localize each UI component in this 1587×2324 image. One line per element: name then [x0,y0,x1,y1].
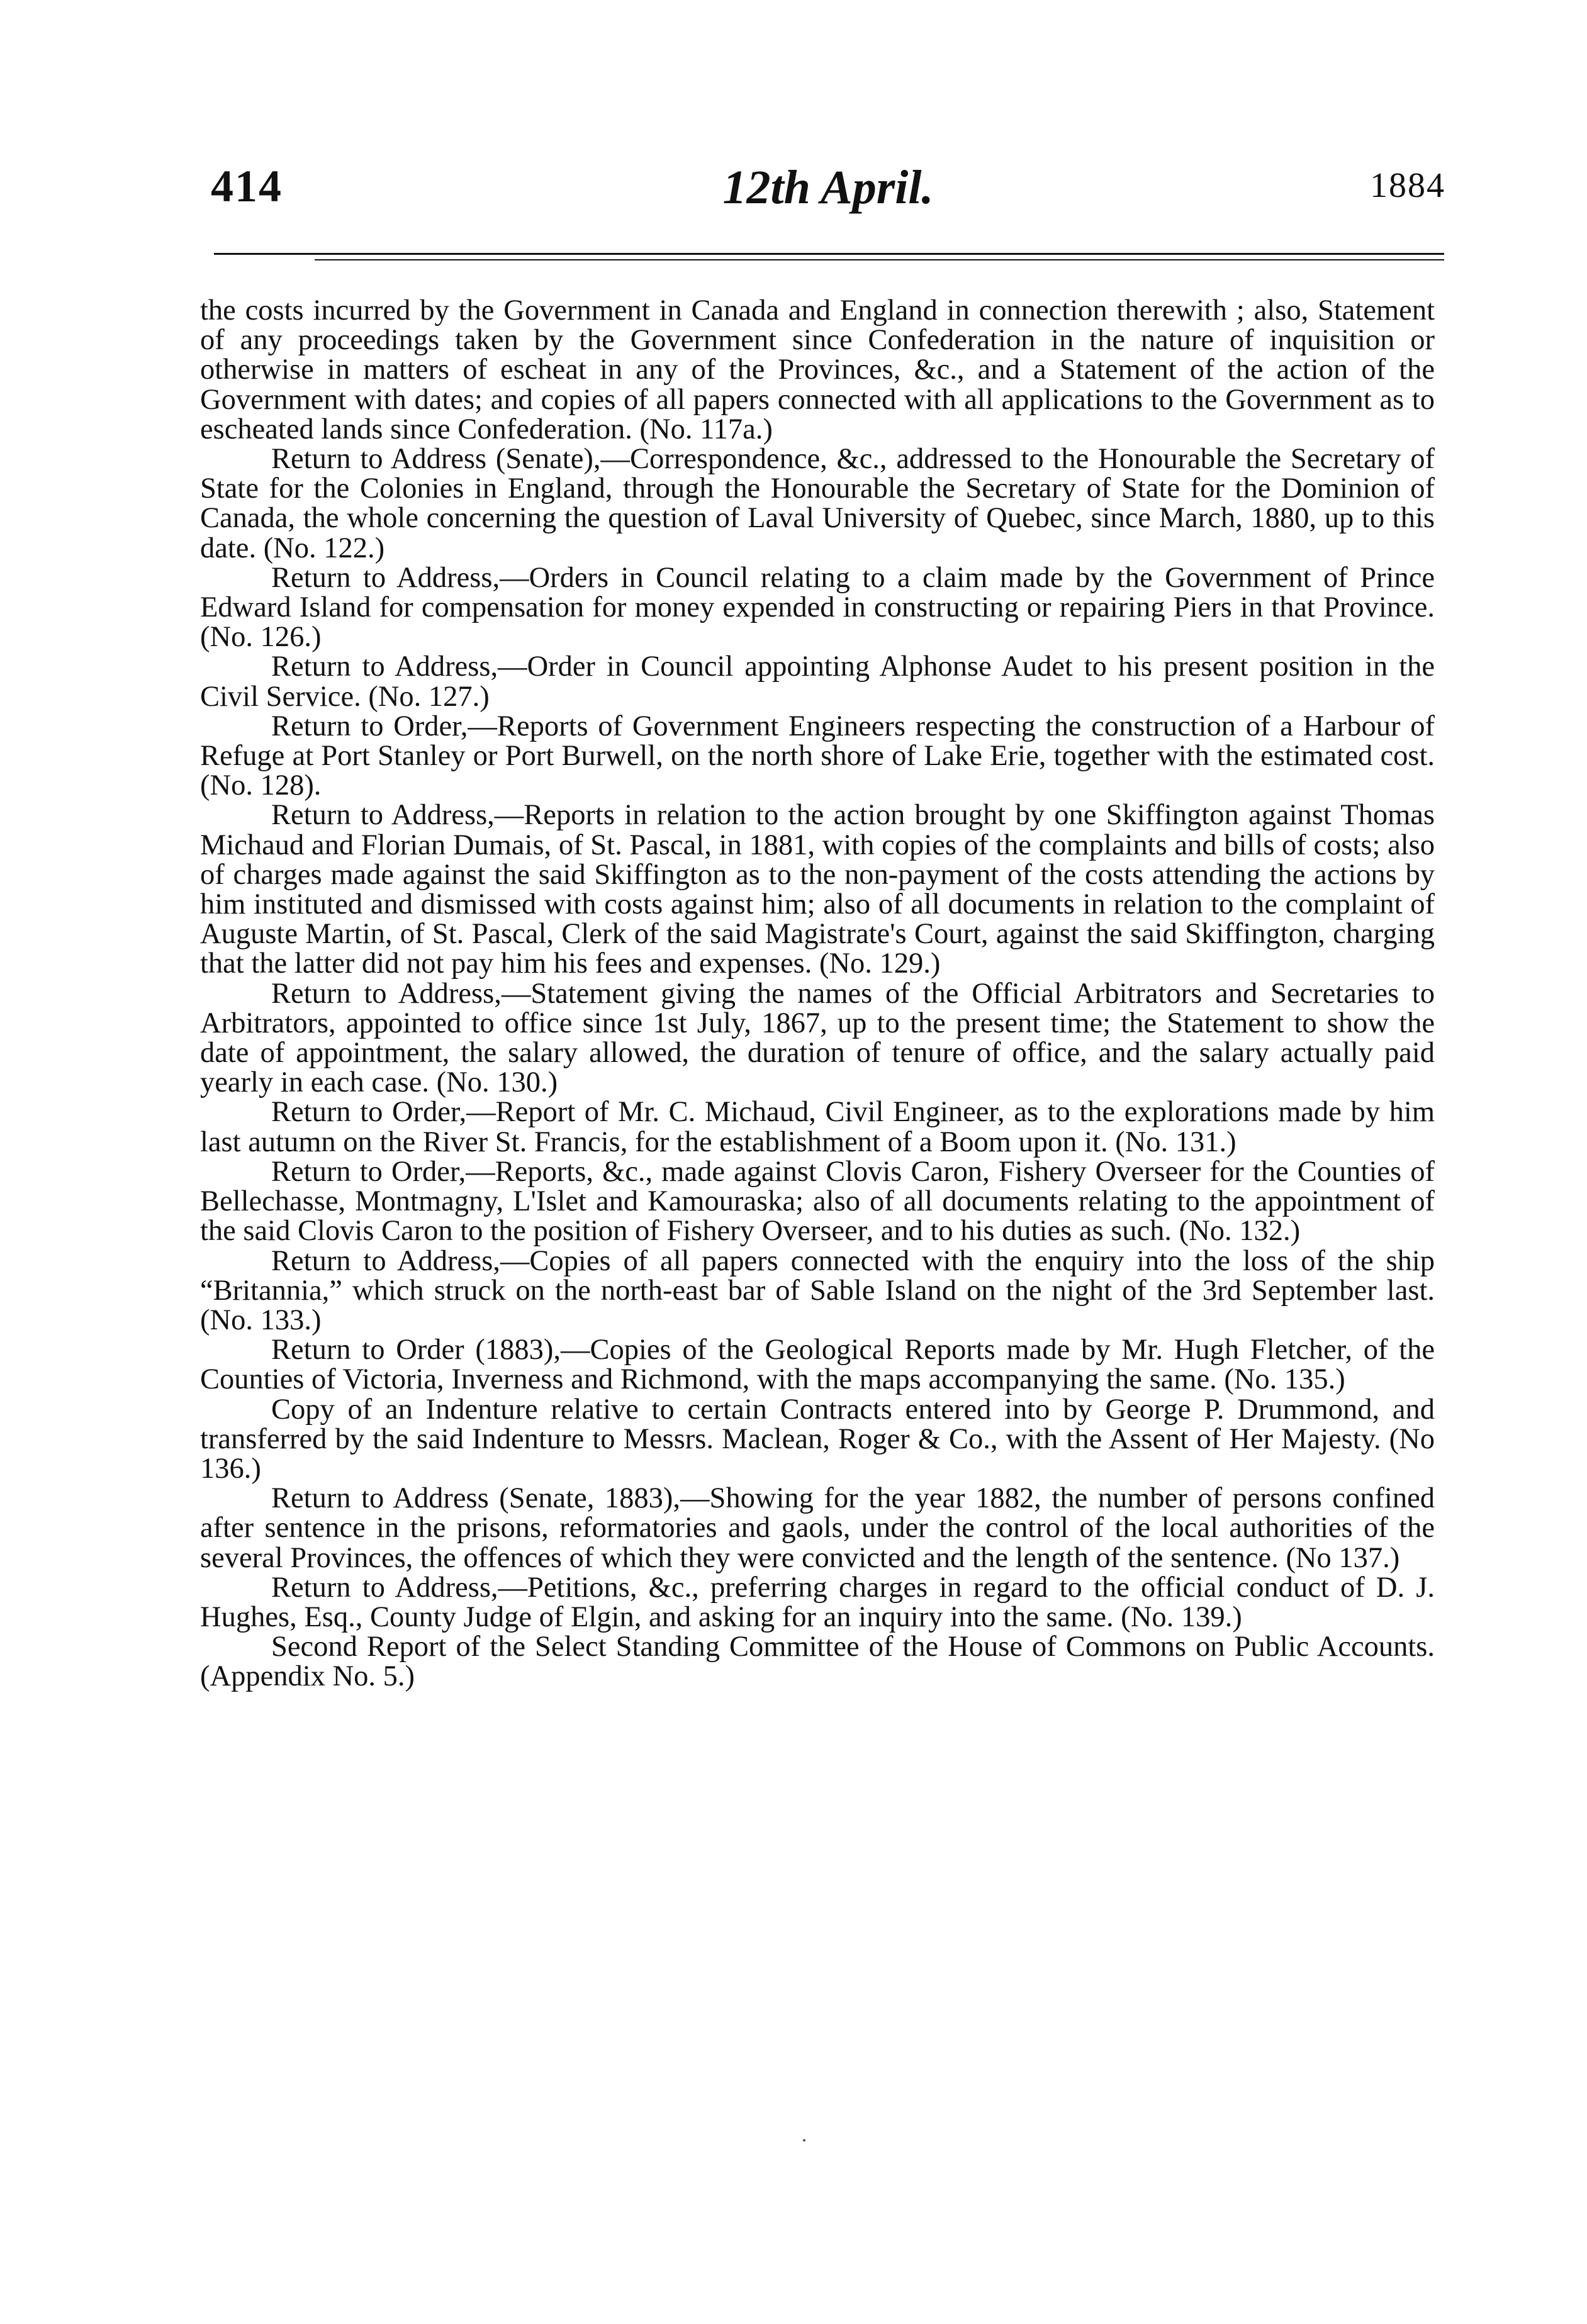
paragraph-return-no-130: Return to Address,—Statement giving the names of the Official Arbitrators and Secretaries to Arbitrators, appointed to office since 1st July, 1867, up to the present time; the Statement to show the date of appointment, the salary allowed, the duration of tenure of office, and the salary actually paid yearly in each case. (No. 130.) [200,977,1435,1099]
paragraph-return-no-135: Return to Order (1883),—Copies of the Geological Reports made by Mr. Hugh Fletcher, of the Counties of Victoria, Inverness and Richmond, with the maps accompanying the same. (No. 135.) [200,1334,1435,1396]
paragraph-return-no-131: Return to Order,—Report of Mr. C. Michaud, Civil Engineer, as to the explorations made by him last autumn on the River St. Francis, for the establishment of a Boom upon it. (No. 131.) [200,1096,1435,1158]
page-header [211,160,1445,230]
page-date-heading: 12th April. [722,161,934,214]
paragraph-return-no-126: Return to Address,—Orders in Council relating to a claim made by the Government of Prince Edward Island for compensation for money expended in constructing or repairing Piers in that Province. (No. 126.) [200,561,1435,654]
paragraph-return-no-139: Return to Address,—Petitions, &c., preferring charges in regard to the official conduct of D. J. Hughes, Esq., County Judge of Elgin, and asking for an inquiry into the same. (No. 139.) [200,1571,1435,1633]
page-number: 414 [211,161,283,211]
paragraph-continuation: the costs incurred by the Government in Canada and England in connection therewith ; also, Statement of any proceedings taken by the Government since Confederation in the nature of inquisition or otherwise in matters of escheat in any of the Provinces, &c., and a Statement of the action of the Government with dates; and copies of all papers connected with all applications to the Government as to escheated lands since Confederation. (No. 117a.) [200,294,1435,445]
paragraph-return-no-132: Return to Order,—Reports, &c., made against Clovis Caron, Fishery Overseer for the Counties of Bellechasse, Montmagny, L'Islet and Kamouraska; also of all documents relating to the appointment of the said Clovis Caron to the position of Fishery Overseer, and to his duties as such. (No. 132.) [200,1155,1435,1248]
header-rule-secondary [315,259,1444,260]
paragraph-return-no-129: Return to Address,—Reports in relation to the action brought by one Skiffington against Thomas Michaud and Florian Dumais, of St. Pascal, in 1881, with copies of the complaints and bills of costs; also of charges made against the said Skiffington as to the non-payment of the costs attending the actions by him instituted and dismissed with costs against him; also of all documents in relation to the complaint of Auguste Martin, of St. Pascal, Clerk of the said Magistrate's Court, against the said Skiffington, charging that the latter did not pay him his fees and expenses. (No. 129.) [200,799,1435,980]
paragraph-indenture-no-136: Copy of an Indenture relative to certain Contracts entered into by George P. Drummond, and transferred by the said Indenture to Messrs. Maclean, Roger & Co., with the Assent of Her Majesty. (No 136.) [200,1393,1435,1485]
page-year: 1884 [1370,166,1445,205]
paragraph-return-no-137: Return to Address (Senate, 1883),—Showing for the year 1882, the number of persons confined after sentence in the prisons, reformatories and gaols, under the control of the local authorities of the several Provinces, the offences of which they were convicted and the length of the sentence. (No 137.) [200,1482,1435,1574]
paragraph-return-no-133: Return to Address,—Copies of all papers connected with the enquiry into the loss of the ship “Britannia,” which struck on the north-east bar of Sable Island on the night of the 3rd September last. (No. 133.) [200,1244,1435,1336]
paragraph-return-no-122: Return to Address (Senate),—Correspondence, &c., addressed to the Honourable the Secretary of State for the Colonies in England, through the Honourable the Secretary of State for the Dominion of Canada, the whole concerning the question of Laval University of Quebec, since March, 1880, up to this date. (No. 122.) [200,443,1435,564]
header-rule [214,253,1444,255]
trailing-mark [803,2139,805,2142]
paragraph-return-no-127: Return to Address,—Order in Council appointing Alphonse Audet to his present position in the Civil Service. (No. 127.) [200,651,1435,713]
paragraph-return-no-128: Return to Order,—Reports of Government Engineers respecting the construction of a Harbour of Refuge at Port Stanley or Port Burwell, on the north shore of Lake Erie, together with the estimated cost. (No. 128). [200,710,1435,802]
body-text [200,296,1435,1692]
paragraph-second-report: Second Report of the Select Standing Committee of the House of Commons on Public Accounts. (Appendix No. 5.) [200,1631,1435,1693]
